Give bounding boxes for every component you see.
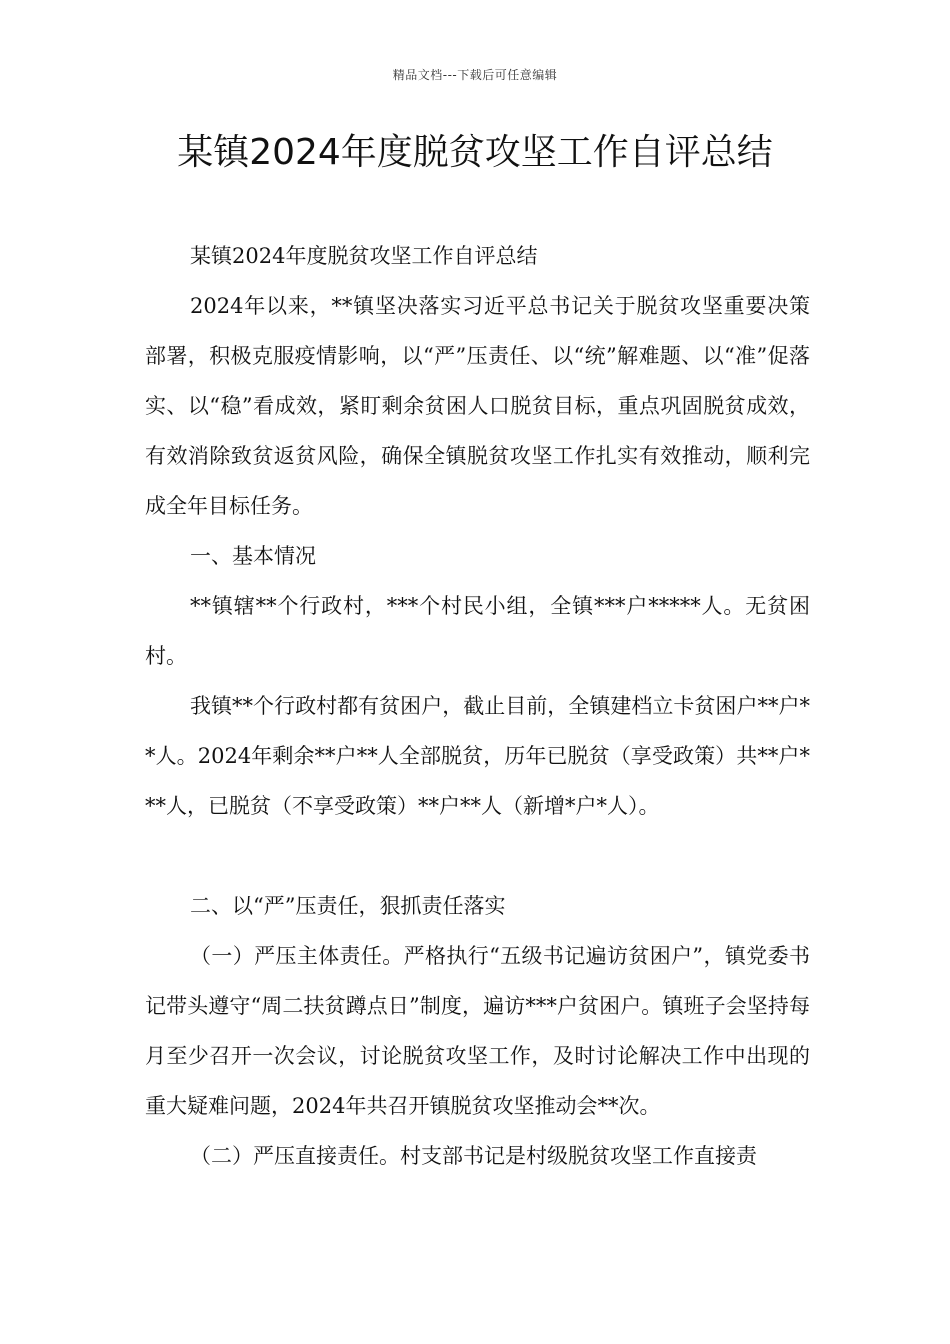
paragraph-basic-1: **镇辖**个行政村，***个村民小组，全镇***户*****人。无贫困村。 — [145, 594, 810, 668]
paragraph-subtitle: 某镇2024年度脱贫攻坚工作自评总结 — [190, 244, 538, 268]
paragraph-responsibility-2: （二）严压直接责任。村支部书记是村级脱贫攻坚工作直接责 — [190, 1144, 757, 1168]
section-heading-responsibility: 二、以“严”压责任，狠抓责任落实 — [190, 894, 506, 918]
paragraph-basic-2: 我镇**个行政村都有贫困户，截止目前，全镇建档立卡贫困户**户**人。2024年剩余**户**人全部脱贫，历年已脱贫（享受政策）共**户***人，已脱贫（不享受政策）**户**人（新增*户*人）。 — [145, 694, 810, 818]
page-header: 精品文档---下载后可任意编辑 — [392, 68, 558, 82]
paragraph-intro: 2024年以来，**镇坚决落实习近平总书记关于脱贫攻坚重要决策部署，积极克服疫情影响，以“严”压责任、以“统”解难题、以“准”促落实、以“稳”看成效，紧盯剩余贫困人口脱贫目标，重点巩固脱贫成效，有效消除致贫返贫风险，确保全镇脱贫攻坚工作扎实有效推动，顺利完成全年目标任务。 — [145, 294, 810, 518]
document-body — [145, 231, 810, 1181]
document-title: 某镇2024年度脱贫攻坚工作自评总结 — [177, 132, 773, 173]
paragraph-responsibility-1: （一）严压主体责任。严格执行“五级书记遍访贫困户”，镇党委书记带头遵守“周二扶贫蹲点日”制度，遍访***户贫困户。镇班子会坚持每月至少召开一次会议，讨论脱贫攻坚工作，及时讨论解决工作中出现的重大疑难问题，2024年共召开镇脱贫攻坚推动会**次。 — [145, 944, 810, 1118]
section-heading-basic: 一、基本情况 — [190, 544, 316, 568]
